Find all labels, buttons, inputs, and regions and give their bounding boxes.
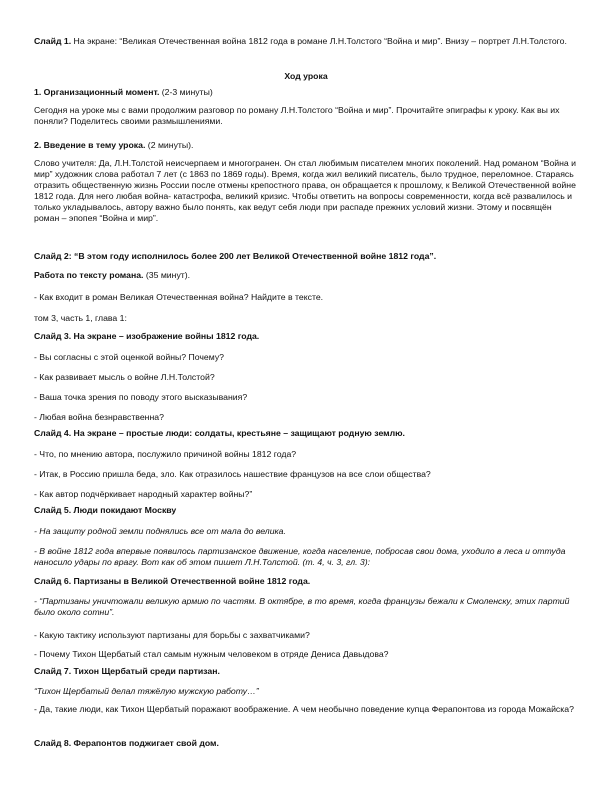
slide-1-label: Слайд 1. [34,36,72,46]
slide-2-paragraph: Слайд 2: “В этом году исполнилось более 200 лет Великой Отечественной войне 1812 года”. [34,251,437,261]
question-point-of-view: - Ваша точка зрения по поводу этого высказывания? [34,392,248,402]
slide-7-paragraph: Слайд 7. Тихон Щербатый среди партизан. [34,666,220,676]
question-invasion-impact: - Итак, в Россию пришла беда, зло. Как отразилось нашествие французов на все слои общества? [34,469,431,479]
text-work-title: Работа по тексту романа. [34,270,144,280]
lesson-heading: Ход урока [284,71,328,81]
question-agree: - Вы согласны с этой оценкой войны? Почему? [34,352,225,362]
section-2-title: 2. Введение в тему урока. [34,140,146,150]
text-work-duration: (35 минут). [143,270,191,280]
partisan-movement-paragraph: - В войне 1812 года впервые появилось партизанское движение, когда население, побросав свои дома, уходило в леса и оттуда наносило удары по врагу. Вот как об этом пишет Л.Н.Толстой. (т. 4, ч. 3, гл. 3): [34,546,566,567]
slide-6-paragraph: Слайд 6. Партизаны в Великой Отечественной войне 1812 года. [34,576,311,586]
question-cause-of-war: - Что, по мнению автора, послужило причиной войны 1812 года? [34,449,297,459]
volume-reference: том 3, часть 1, глава 1: [34,313,127,323]
tikhon-quote: “Тихон Щербатый делал тяжёлую мужскую работу…” [34,686,259,696]
intro-paragraph: Сегодня на уроке мы с вами продолжим разговор по роману Л.Н.Толстого “Война и мир”. Прочитайте эпиграфы к уроку. Как вы их поняли? Поделитесь своими размышлениями. [34,105,560,126]
slide-1-paragraph [34,36,578,47]
question-immoral: - Любая война безнравственна? [34,412,164,422]
section-1-title: 1. Организационный момент. [34,87,160,97]
question-partisan-tactics: - Какую тактику используют партизаны для борьбы с захватчиками? [34,630,310,640]
question-war-in-novel: - Как входит в роман Великая Отечественная война? Найдите в тексте. [34,292,324,302]
section-2-heading [34,140,578,151]
section-2-duration: (2 минуты). [145,140,194,150]
section-1-heading [34,87,578,98]
question-people-war: - Как автор подчёркивает народный характер войны?” [34,489,253,499]
question-develops-thought: - Как развивает мысль о войне Л.Н.Толстой? [34,372,215,382]
section-1-duration: (2-3 минуты) [159,87,213,97]
teacher-speech-paragraph: Слово учителя: Да, Л.Н.Толстой неисчерпаем и многогранен. Он стал любимым писателем многих поколений. Над романом “Война и мир” художник слова работал 7 лет (с 1863 по 1869 годы). Время, когда жил великий писатель, было трудное, переломное. Стараясь отразить общественную жизнь России после отмены крепостного права, он обращается к прошлому, к Великой Отечественной войне 1812 года. Для него любая война- катастрофа, великий кризис. Чтобы ответить на вопросы современности, когда всё развалилось и только укладывалось, автору важно было понять, как ведут себя люди при распаде прежних условий жизни. Этому и посвящён роман – эпопея “Война и мир”. [34,158,577,223]
slide-1-text: На экране: “Великая Отечественная война 1812 года в романе Л.Н.Толстого “Война и мир”. Внизу – портрет Л.Н.Толстого. [71,36,567,46]
text-work-heading [34,270,578,281]
slide-5-paragraph: Слайд 5. Люди покидают Москву [34,505,177,515]
slide-3-paragraph: Слайд 3. На экране – изображение войны 1812 года. [34,331,260,341]
question-tikhon: - Почему Тихон Щербатый стал самым нужным человеком в отряде Дениса Давыдова? [34,649,389,659]
slide-8-paragraph: Слайд 8. Ферапонтов поджигает свой дом. [34,738,219,748]
partisans-quote: - “Партизаны уничтожали великую армию по частям. В октябре, в то время, когда французы бежали к Смоленску, этих партий было около сотни”. [34,596,570,617]
defense-statement: - На защиту родной земли поднялись все от мала до велика. [34,526,286,536]
question-ferapontov: - Да, такие люди, как Тихон Щербатый поражают воображение. А чем необычно поведение купца Ферапонтова из города Можайска? [34,704,574,714]
slide-4-paragraph: Слайд 4. На экране – простые люди: солдаты, крестьяне – защищают родную землю. [34,428,405,438]
